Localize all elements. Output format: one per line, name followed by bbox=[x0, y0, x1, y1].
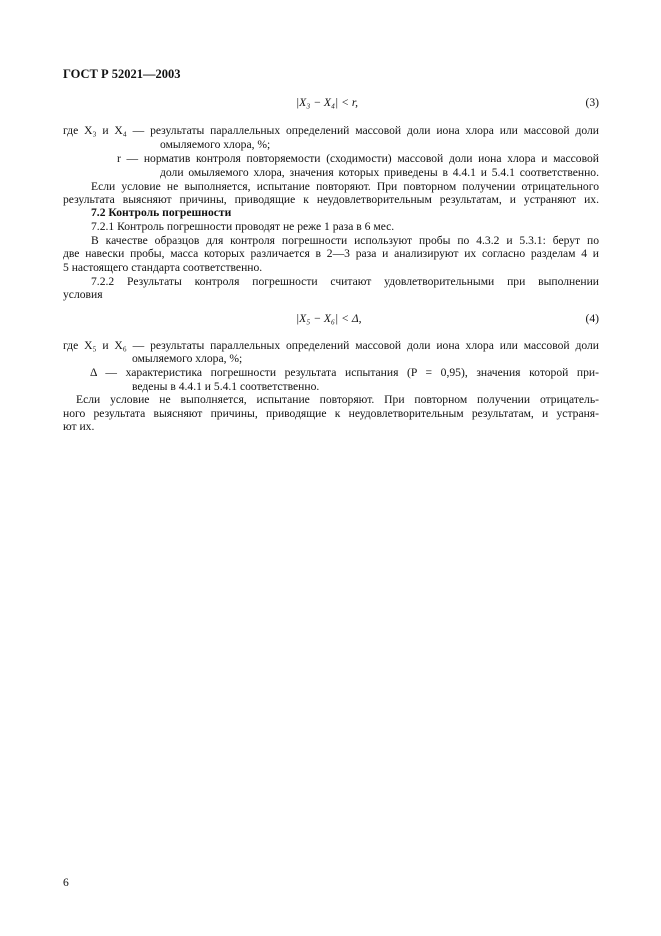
paragraph-line: ют их. bbox=[63, 420, 95, 433]
paragraph-line: В качестве образцов для контроля погрешности используют пробы по 4.3.2 и 5.3.1: берут по bbox=[91, 234, 599, 247]
formula-3-number: (3) bbox=[585, 96, 599, 109]
where-line: омыляемого хлора, %; bbox=[132, 352, 243, 365]
where-line: r — норматив контроля повторяемости (сходимости) массовой доли иона хлора и массовой bbox=[117, 152, 599, 165]
section-heading: 7.2 Контроль погрешности bbox=[91, 206, 232, 219]
where-line: где X₃ и X₄ — результаты параллельных определений массовой доли иона хлора или массовой доли bbox=[63, 124, 599, 137]
where-line: омыляемого хлора, %; bbox=[160, 138, 271, 151]
paragraph-line: две навески пробы, масса которых различается в 2—3 раза и анализируют их согласно разделам 4 и bbox=[63, 247, 599, 260]
paragraph-line: Если условие не выполняется, испытание повторяют. При повторном получении отрицательного bbox=[91, 180, 599, 193]
paragraph-line: ного результата выясняют причины, приводящие к неудовлетворительным результатам, и устраня- bbox=[63, 407, 599, 420]
formula-4: |X₅ − X₆| < Δ, bbox=[296, 312, 362, 325]
where-line: Δ — характеристика погрешности результата испытания (P = 0,95), значения которой при- bbox=[90, 366, 599, 379]
formula-4-number: (4) bbox=[585, 312, 599, 325]
where-line: где X₅ и X₆ — результаты параллельных определений массовой доли иона хлора или массовой доли bbox=[63, 339, 599, 352]
document-header: ГОСТ Р 52021—2003 bbox=[63, 67, 181, 81]
page-number: 6 bbox=[63, 876, 69, 889]
paragraph-line: 7.2.1 Контроль погрешности проводят не реже 1 раза в 6 мес. bbox=[91, 220, 395, 233]
where-line: доли омыляемого хлора, значения которых приведены в 4.4.1 и 5.4.1 соответственно. bbox=[160, 166, 599, 179]
paragraph-line: 7.2.2 Результаты контроля погрешности считают удовлетворительными при выполнении bbox=[91, 275, 599, 288]
where-line: ведены в 4.4.1 и 5.4.1 соответственно. bbox=[132, 380, 320, 393]
formula-3: |X₃ − X₄| < r, bbox=[296, 96, 358, 109]
paragraph-line: Если условие не выполняется, испытание повторяют. При повторном получении отрицатель- bbox=[76, 393, 599, 406]
paragraph-line: результата выясняют причины, приводящие к неудовлетворительным результатам, и устраняют их. bbox=[63, 193, 599, 206]
paragraph-line: 5 настоящего стандарта соответственно. bbox=[63, 261, 263, 274]
paragraph-line: условия bbox=[63, 288, 103, 301]
